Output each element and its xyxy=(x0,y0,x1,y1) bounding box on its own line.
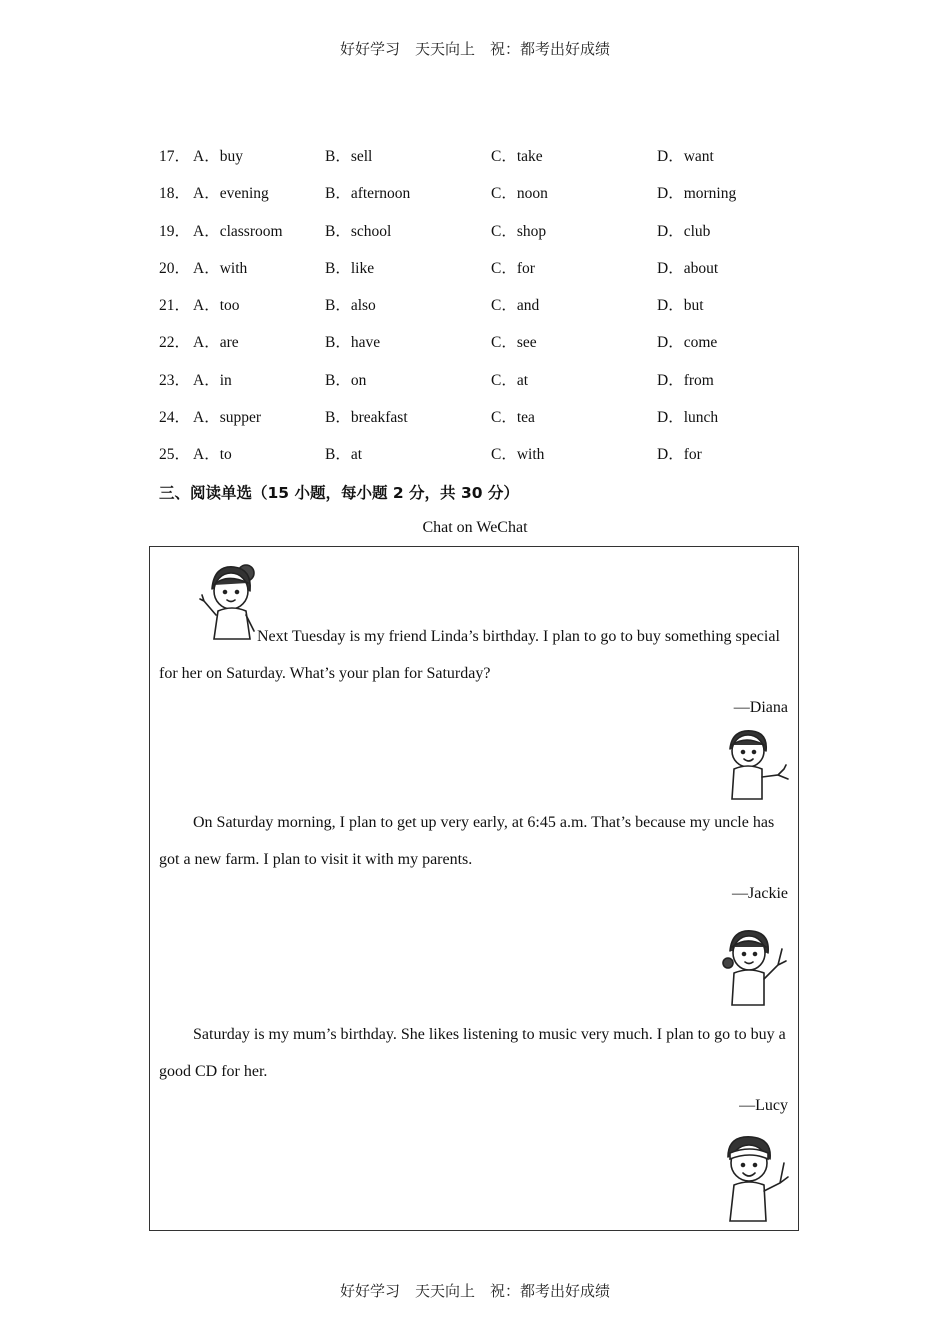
question-number: 25． xyxy=(159,446,191,464)
question-number: 23． xyxy=(159,371,191,389)
option-a: A．too xyxy=(193,297,240,315)
option-b: B．also xyxy=(325,297,376,315)
jackie-post-text: On Saturday morning, I plan to get up very early, at 6:45 a.m. That’s because my uncle has got a new farm. I plan to visit it with my parents. xyxy=(159,814,775,868)
option-d: D．but xyxy=(657,297,704,315)
option-a: A．with xyxy=(193,259,248,277)
option-a: A．in xyxy=(193,371,232,389)
question-number: 19． xyxy=(159,222,191,240)
jackie-signature: —Jackie xyxy=(732,885,788,902)
lucy-post-text: Saturday is my mum’s birthday. She likes listening to music very much. I plan to go to buy a good CD for her. xyxy=(159,1026,786,1080)
section-title: 三、阅读单选（15 小题，每小题 2 分，共 30 分） xyxy=(159,484,519,502)
option-c: C．take xyxy=(491,148,543,165)
page-footer: 好好学习 天天向上 祝：都考出好成绩 xyxy=(339,1282,610,1300)
jackie-avatar-icon xyxy=(722,727,792,801)
chat-box xyxy=(149,546,799,1231)
option-d: D．for xyxy=(657,446,702,464)
lucy-signature: —Lucy xyxy=(739,1097,788,1114)
option-b: B．have xyxy=(325,334,381,352)
option-d: D．about xyxy=(657,259,719,277)
option-d: D．lunch xyxy=(657,409,719,427)
option-d: D．club xyxy=(657,222,711,240)
option-d: D．morning xyxy=(657,185,737,203)
option-a: A．to xyxy=(193,446,232,464)
option-d: D．come xyxy=(657,334,718,352)
question-number: 24． xyxy=(159,409,191,427)
option-a: A．supper xyxy=(193,409,262,427)
diana-post-text: Next Tuesday is my friend Linda’s birthday. I plan to go to buy something special for her on Saturday. What’s your plan for Saturday? xyxy=(159,628,780,682)
option-d: D．from xyxy=(657,371,714,389)
option-b: B．sell xyxy=(325,148,373,165)
option-a: A．evening xyxy=(193,185,269,203)
option-b: B．like xyxy=(325,259,375,277)
option-c: C．with xyxy=(491,446,545,464)
option-a: A．classroom xyxy=(193,222,283,240)
option-b: B．afternoon xyxy=(325,185,411,203)
page-header: 好好学习 天天向上 祝：都考出好成绩 xyxy=(339,40,610,58)
article-title: Chat on WeChat xyxy=(422,519,528,536)
option-c: C．and xyxy=(491,297,540,315)
option-b: B．at xyxy=(325,446,363,464)
option-c: C．for xyxy=(491,259,535,277)
question-number: 22． xyxy=(159,334,191,352)
option-c: C．shop xyxy=(491,222,547,240)
diana-signature: —Diana xyxy=(733,699,788,716)
option-c: C．noon xyxy=(491,185,548,203)
option-b: B．on xyxy=(325,371,367,389)
lucy-avatar-icon xyxy=(722,925,792,1007)
option-c: C．tea xyxy=(491,409,535,427)
option-b: B．breakfast xyxy=(325,409,408,427)
question-number: 21． xyxy=(159,297,191,315)
option-d: D．want xyxy=(657,148,714,165)
boy-headband-avatar-icon xyxy=(722,1133,792,1223)
option-c: C．see xyxy=(491,334,537,352)
option-a: A．buy xyxy=(193,148,243,165)
option-b: B．school xyxy=(325,222,392,240)
option-c: C．at xyxy=(491,371,529,389)
question-number: 20． xyxy=(159,259,191,277)
option-a: A．are xyxy=(193,334,239,352)
question-number: 18． xyxy=(159,185,191,203)
question-number: 17． xyxy=(159,148,191,165)
